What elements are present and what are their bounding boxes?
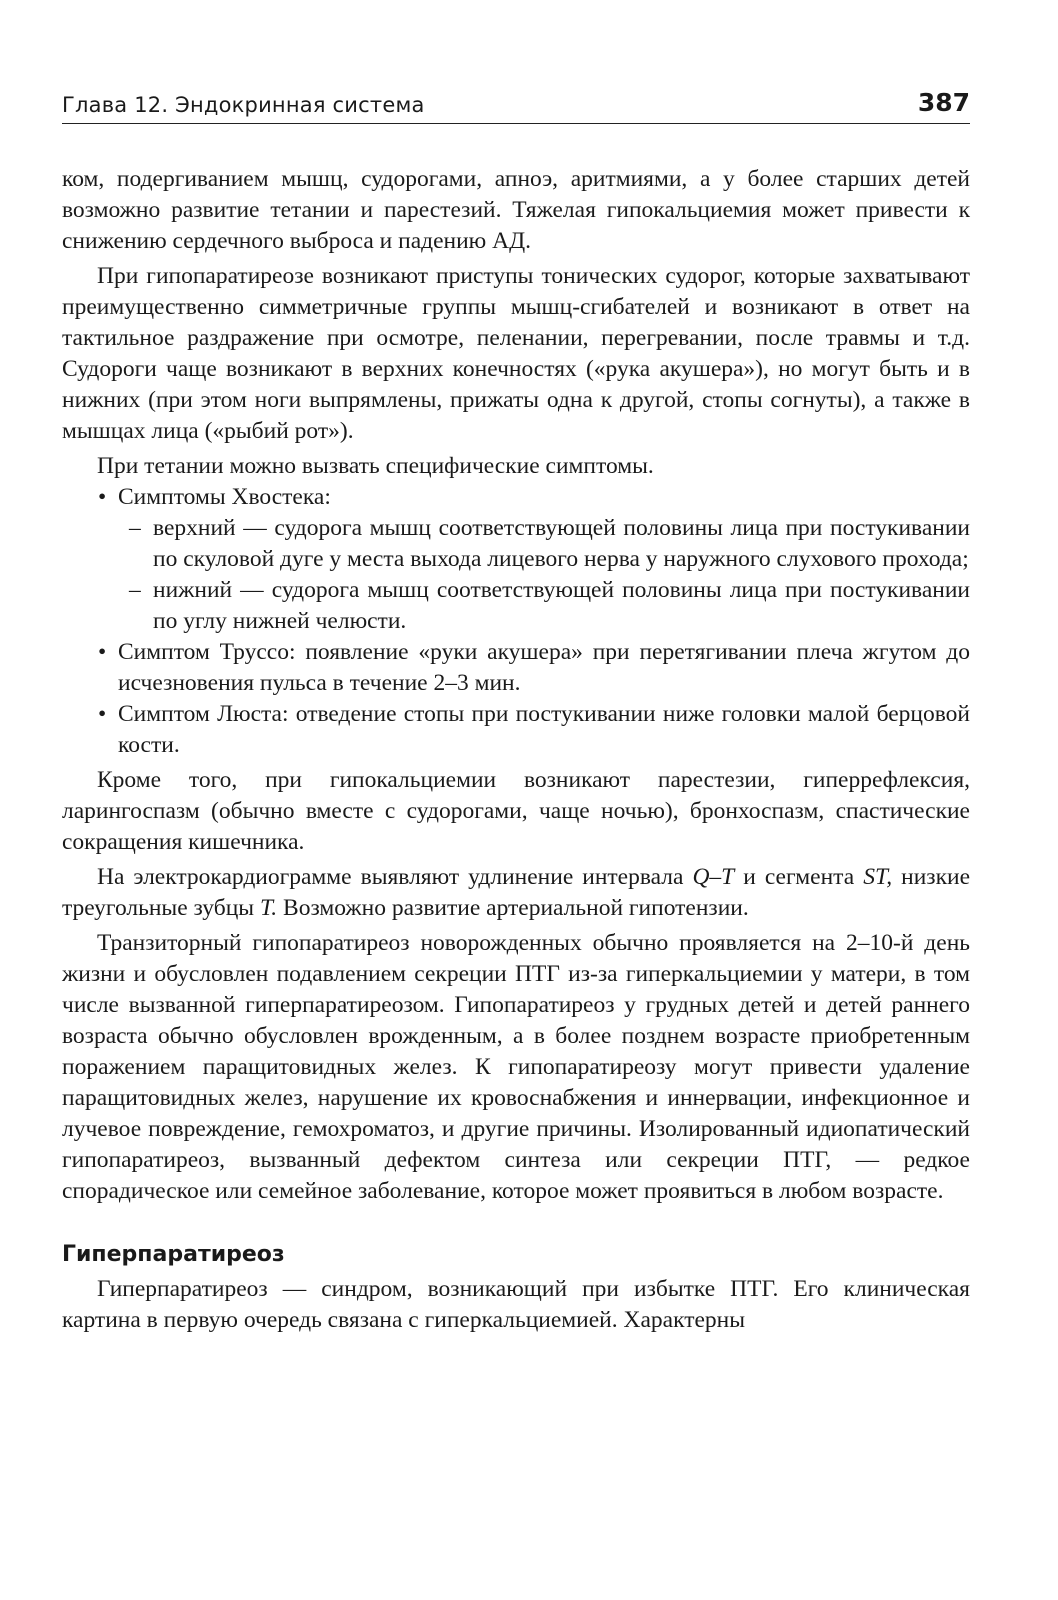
interval-symbol: Q–T	[692, 864, 735, 890]
page-number: 387	[917, 88, 970, 117]
text-run: На электрокардиограмме выявляют удлинение интервала	[97, 864, 693, 890]
sub-list-item-text: верхний — судорога мышц соответствующей половины лица при постукивании по скуловой дуге у места выхода лицевого нерва у наружного слухового прохода;	[153, 515, 970, 572]
sub-list-item	[62, 513, 970, 575]
bullet-mark: •	[98, 639, 107, 665]
dash-mark: –	[129, 577, 141, 603]
wave-symbol: T.	[259, 895, 278, 921]
text-run: низкие треугольные зубцы	[62, 864, 971, 921]
list-item	[62, 637, 970, 699]
dash-mark: –	[129, 515, 141, 541]
section-heading: Гиперпаратиреоз	[62, 1242, 285, 1267]
running-head	[62, 88, 970, 124]
segment-symbol: ST,	[863, 864, 893, 890]
paragraph: Кроме того, при гипокальциемии возникают парестезии, гиперрефлексия, ларингоспазм (обычно вместе с судорогами, чаще ночью), бронхоспазм, спастические сокращения кишечника.	[62, 767, 970, 855]
paragraph: При гипопаратиреозе возникают приступы тонических судорог, которые захватывают преимущественно симметричные группы мышц-сгибателей и возникают в ответ на тактильное раздражение при осмотре, пеленании, перегревании, после травмы и т.д. Судороги чаще возникают в верхних конечностях («рука акушера»), но могут быть и в нижних (при этом ноги выпрямлены, прижаты одна к другой, стопы согнуты), а также в мышцах лица («рыбий рот»).	[62, 263, 970, 444]
bullet-mark: •	[98, 701, 107, 727]
list-item-text: Симптом Труссо: появление «руки акушера» при перетягивании плеча жгутом до исчезновения пульса в течение 2–3 мин.	[118, 639, 970, 696]
sub-list-item-text: нижний — судорога мышц соответствующей половины лица при постукивании по углу нижней челюсти.	[153, 577, 970, 634]
book-page	[62, 88, 970, 1336]
list-item	[62, 699, 970, 761]
text-run: Возможно развитие артериальной гипотензии.	[277, 895, 749, 921]
sub-list-item	[62, 575, 970, 637]
list-item-text: Симптомы Хвостека:	[118, 484, 331, 510]
paragraph	[62, 862, 970, 924]
body-text	[62, 164, 970, 1336]
paragraph: ком, подергиванием мышц, судорогами, апноэ, аритмиями, а у более старших детей возможно развитие тетании и парестезий. Тяжелая гипокальциемия может привести к снижению сердечного выброса и падению АД.	[62, 166, 970, 254]
paragraph: Транзиторный гипопаратиреоз новорожденных обычно проявляется на 2–10-й день жизни и обусловлен подавлением секреции ПТГ из-за гиперкальциемии у матери, в том числе вызванной гиперпаратиреозом. Гипопаратиреоз у грудных детей и детей раннего возраста обычно обусловлен врожденным, а в более позднем возрасте приобретенным поражением паращитовидных желез. К гипопаратиреозу могут привести удаление паращитовидных желез, нарушение их кровоснабжения и иннервации, инфекционное и лучевое повреждение, гемохроматоз, и другие причины. Изолированный идиопатический гипопаратиреоз, вызванный дефектом синтеза или секреции ПТГ, — редкое спорадическое или семейное заболевание, которое может проявиться в любом возрасте.	[62, 930, 970, 1204]
text-run: и сегмента	[734, 864, 864, 890]
chapter-title: Глава 12. Эндокринная система	[62, 93, 425, 117]
paragraph: Гиперпаратиреоз — синдром, возникающий при избытке ПТГ. Его клиническая картина в первую очередь связана с гиперкальциемией. Характерны	[62, 1276, 970, 1333]
list-item	[62, 482, 970, 513]
paragraph: При тетании можно вызвать специфические симптомы.	[97, 453, 654, 479]
bullet-mark: •	[98, 484, 107, 510]
list-item-text: Симптом Люста: отведение стопы при постукивании ниже головки малой берцовой кости.	[118, 701, 970, 758]
